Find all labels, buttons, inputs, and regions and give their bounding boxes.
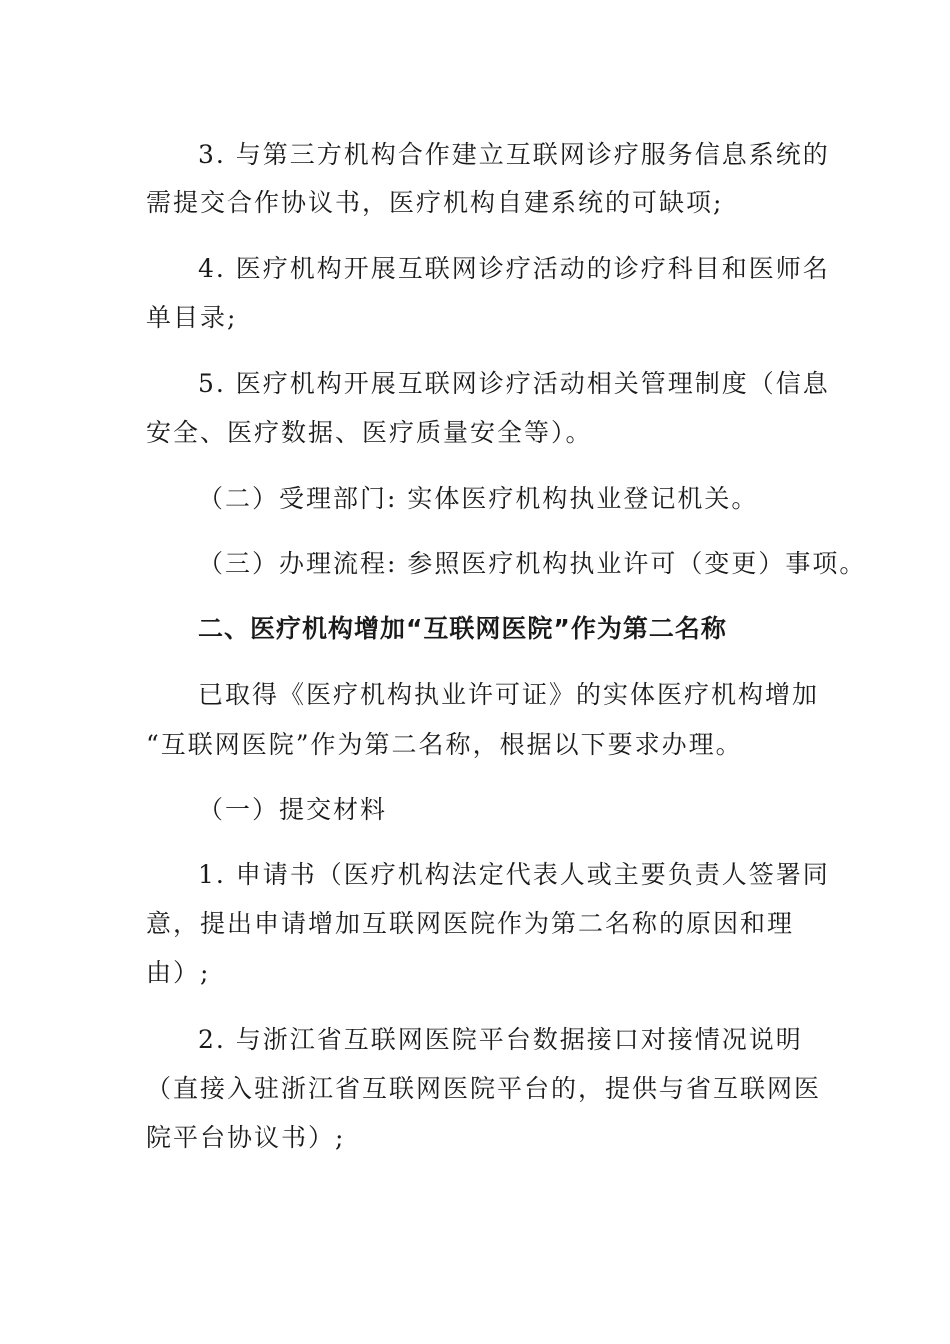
paragraph-department: （二）受理部门: 实体医疗机构执业登记机关。 bbox=[198, 484, 759, 513]
section-heading: 二、医疗机构增加“互联网医院”作为第二名称 bbox=[198, 614, 727, 643]
paragraph-item-5-line-1: 5. 医疗机构开展互联网诊疗活动相关管理制度（信息 bbox=[198, 369, 830, 398]
material-1-line-2: 意，提出申请增加互联网医院作为第二名称的原因和理 bbox=[146, 909, 795, 938]
paragraph-item-3-line-1: 3. 与第三方机构合作建立互联网诊疗服务信息系统的 bbox=[198, 140, 830, 169]
paragraph-process: （三）办理流程: 参照医疗机构执业许可（变更）事项。 bbox=[198, 549, 867, 578]
material-1-line-1: 1. 申请书（医疗机构法定代表人或主要负责人签署同 bbox=[198, 860, 830, 889]
paragraph-item-4-line-2: 单目录; bbox=[146, 303, 238, 332]
material-2-line-3: 院平台协议书）; bbox=[146, 1123, 346, 1152]
paragraph-item-4-line-1: 4. 医疗机构开展互联网诊疗活动的诊疗科目和医师名 bbox=[198, 254, 830, 283]
paragraph-item-5-line-2: 安全、医疗数据、医疗质量安全等）。 bbox=[146, 418, 593, 447]
material-1-line-3: 由）; bbox=[146, 958, 211, 987]
section-intro-line-2: “互联网医院”作为第二名称，根据以下要求办理。 bbox=[146, 730, 743, 759]
subsection-heading-materials: （一）提交材料 bbox=[198, 795, 388, 824]
material-2-line-1: 2. 与浙江省互联网医院平台数据接口对接情况说明 bbox=[198, 1025, 803, 1054]
material-2-line-2: （直接入驻浙江省互联网医院平台的，提供与省互联网医 bbox=[146, 1074, 822, 1103]
section-intro-line-1: 已取得《医疗机构执业许可证》的实体医疗机构增加 bbox=[198, 680, 820, 709]
paragraph-item-3-line-2: 需提交合作协议书，医疗机构自建系统的可缺项; bbox=[146, 188, 724, 217]
